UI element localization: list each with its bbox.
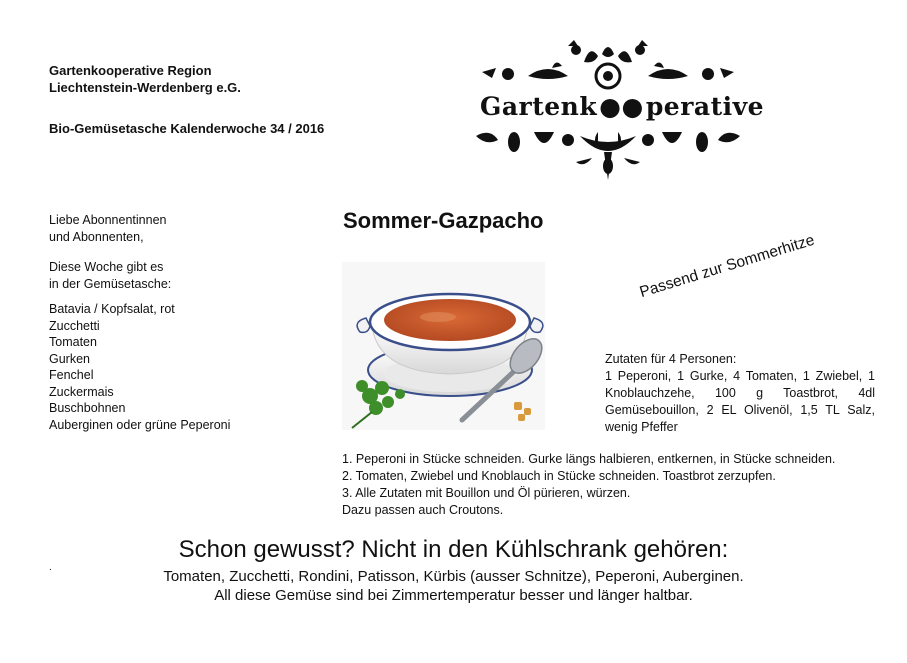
greeting-line-1: Liebe Abonnentinnen bbox=[49, 213, 167, 227]
list-item: Buschbohnen bbox=[49, 401, 126, 415]
list-item: Gurken bbox=[49, 351, 90, 366]
list-item: Dazu passen auch Croutons. bbox=[342, 503, 504, 517]
ingredients-block bbox=[605, 351, 875, 436]
svg-text:Gartenk●●perative bbox=[480, 92, 764, 121]
list-item: Zucchetti bbox=[49, 318, 100, 333]
list-item: Tomaten bbox=[49, 335, 97, 349]
list-item: Fenchel bbox=[49, 368, 94, 382]
footer-line-1: Tomaten, Zucchetti, Rondini, Patisson, Kürbis (ausser Schnitze), Peperoni, Auberginen. bbox=[163, 568, 744, 585]
recipe-tagline: Passend zur Sommerhitze bbox=[637, 231, 817, 302]
list-item: 2. Tomaten, Zwiebel und Knoblauch in Stücke schneiden. Toastbrot zerzupfen. bbox=[342, 469, 776, 483]
week-line: Bio-Gemüsetasche Kalenderwoche 34 / 2016 bbox=[49, 121, 325, 136]
list-item: Zuckermais bbox=[49, 384, 114, 399]
footer-line-2: All diese Gemüse sind bei Zimmertemperatur besser und länger haltbar. bbox=[214, 587, 693, 604]
week-intro-line-1: Diese Woche gibt es bbox=[49, 260, 164, 274]
ingredients-text: 1 Peperoni, 1 Gurke, 4 Tomaten, 1 Zwiebel, 1 Knoblauchzehe, 100 g Toastbrot, 4dl Gemüsebouillon, 2 EL Olivenöl, 1,5 TL Salz, wenig Pfeffer bbox=[605, 369, 875, 434]
list-item: 1. Peperoni in Stücke schneiden. Gurke längs halbieren, entkernen, in Stücke schneiden. bbox=[342, 452, 836, 466]
greeting bbox=[49, 212, 166, 245]
week-intro bbox=[49, 259, 171, 292]
vegetable-list bbox=[49, 301, 230, 433]
org-line-1: Gartenkooperative Region bbox=[49, 63, 212, 78]
ornamental-vegetable-logo-icon bbox=[468, 32, 765, 188]
soup-photo bbox=[342, 262, 545, 430]
stray-mark: . bbox=[49, 562, 52, 573]
ingredients-heading: Zutaten für 4 Personen: bbox=[605, 352, 737, 366]
list-item: Batavia / Kopfsalat, rot bbox=[49, 302, 175, 316]
gazpacho-bowl-icon bbox=[342, 262, 545, 430]
organization-name bbox=[49, 62, 241, 96]
list-item: 3. Alle Zutaten mit Bouillon und Öl pürieren, würzen. bbox=[342, 486, 631, 500]
list-item: Auberginen oder grüne Peperoni bbox=[49, 417, 231, 432]
logo-text-end: perative bbox=[645, 92, 765, 121]
week-intro-line-2: in der Gemüsetasche: bbox=[49, 276, 172, 291]
logo-oo-icon: ●● bbox=[599, 92, 644, 121]
logo bbox=[468, 32, 765, 188]
recipe-steps bbox=[342, 451, 835, 519]
greeting-line-2: und Abonnenten, bbox=[49, 229, 144, 244]
footer-headline: Schon gewusst? Nicht in den Kühlschrank gehören: bbox=[178, 536, 729, 563]
recipe-title: Sommer-Gazpacho bbox=[343, 208, 544, 233]
org-line-2: Liechtenstein-Werdenberg e.G. bbox=[49, 80, 241, 95]
logo-text-start: Gartenk bbox=[480, 92, 598, 121]
